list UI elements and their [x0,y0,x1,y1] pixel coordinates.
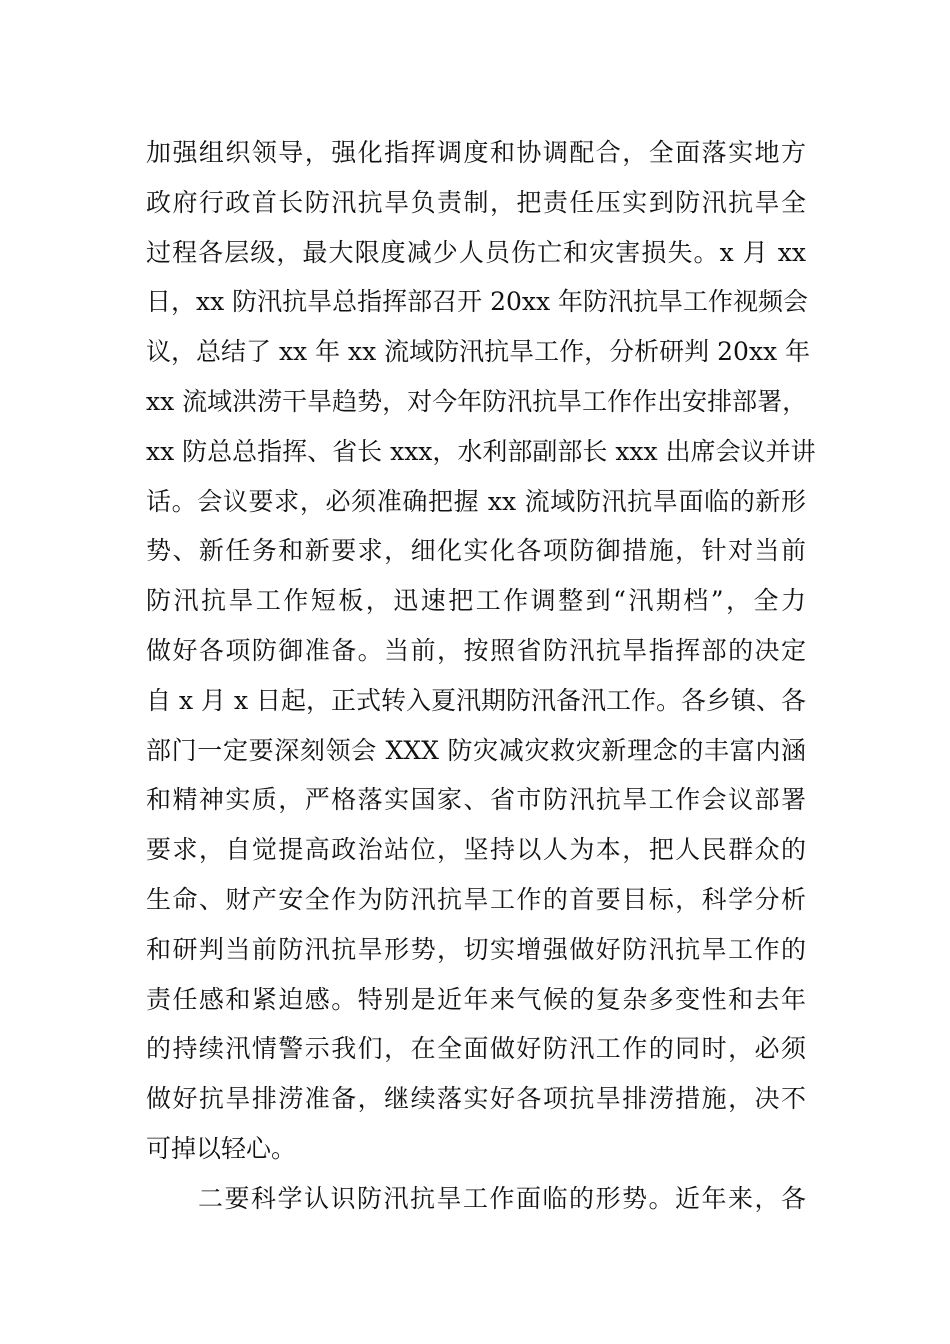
text-line: 生命、财产安全作为防汛抗旱工作的首要目标，科学分析 [146,884,806,914]
text-line: 要求，自觉提高政治站位，坚持以人为本，把人民群众的 [146,835,806,865]
text-line: 过程各层级，最大限度减少人员伤亡和灾害损失。x 月 xx [146,237,806,267]
text-line: xx 流域洪涝干旱趋势，对今年防汛抗旱工作作出安排部署， [146,386,808,416]
text-line: 责任感和紧迫感。特别是近年来气候的复杂多变性和去年 [146,984,806,1014]
text-line: 加强组织领导，强化指挥调度和协调配合，全面落实地方 [146,138,806,167]
text-line: 和研判当前防汛抗旱形势，切实增强做好防汛抗旱工作的 [146,934,806,964]
paragraph-end-line: 可掉以轻心。 [146,1133,297,1163]
text-line: 势、新任务和新要求，细化实化各项防御措施，针对当前 [146,536,806,566]
body-text [146,128,816,1224]
text-line: 政府行政首长防汛抗旱负责制，把责任压实到防汛抗旱全 [146,187,806,217]
text-line: 议，总结了 xx 年 xx 流域防汛抗旱工作，分析研判 20xx 年 [146,337,811,367]
text-line: 做好各项防御准备。当前，按照省防汛抗旱指挥部的决定 [146,635,806,665]
text-line: xx 防总总指挥、省长 xxx，水利部副部长 xxx 出席会议并讲 [146,436,816,466]
text-line: 的持续汛情警示我们，在全面做好防汛工作的同时，必须 [146,1034,806,1064]
paragraph-start-line: 二要科学认识防汛抗旱工作面临的形势。近年来，各 [198,1183,806,1213]
text-line: 做好抗旱排涝准备，继续落实好各项抗旱排涝措施，决不 [146,1084,806,1114]
text-line: 日，xx 防汛抗旱总指挥部召开 20xx 年防汛抗旱工作视频会 [146,287,809,317]
text-line: 和精神实质，严格落实国家、省市防汛抗旱工作会议部署 [146,785,806,815]
text-line: 话。会议要求，必须准确把握 xx 流域防汛抗旱面临的新形 [146,486,806,516]
text-line: 自 x 月 x 日起，正式转入夏汛期防汛备汛工作。各乡镇、各 [146,685,806,715]
text-line: 部门一定要深刻领会 XXX 防灾减灾救灾新理念的丰富内涵 [146,735,806,765]
text-line: 防汛抗旱工作短板，迅速把工作调整到“汛期档”，全力 [146,586,806,616]
